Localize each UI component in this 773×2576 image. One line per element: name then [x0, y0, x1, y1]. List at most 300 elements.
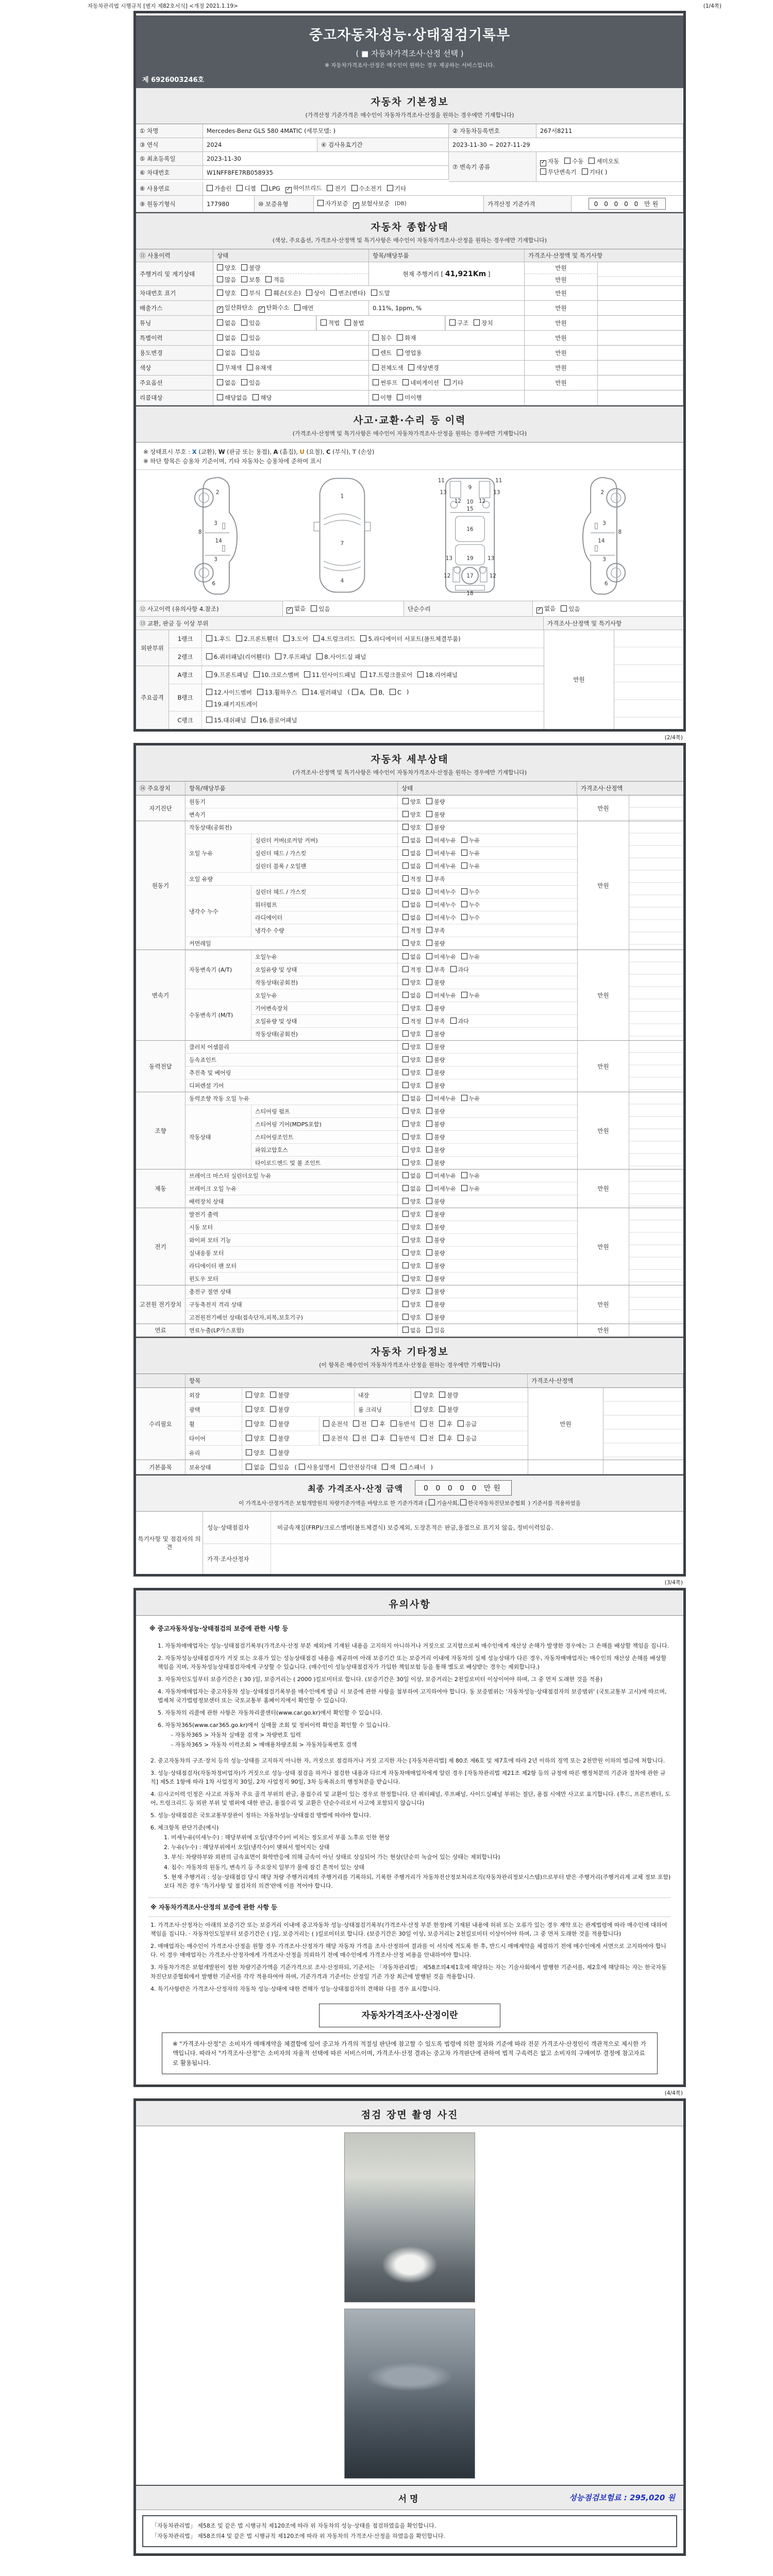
unchecked-checkbox-icon[interactable] — [353, 1420, 359, 1427]
checkbox-option[interactable] — [450, 965, 469, 974]
checkbox-option[interactable] — [540, 168, 577, 176]
checkbox-option[interactable] — [402, 1184, 421, 1193]
checkbox-option[interactable] — [321, 319, 340, 327]
unchecked-checkbox-icon[interactable] — [351, 185, 358, 191]
unchecked-checkbox-icon[interactable] — [402, 1146, 409, 1153]
unchecked-checkbox-icon[interactable] — [241, 319, 247, 326]
checkbox-option[interactable] — [426, 953, 456, 961]
checkbox-option[interactable] — [426, 1030, 445, 1038]
checkbox-option[interactable] — [303, 689, 343, 696]
unchecked-checkbox-icon[interactable] — [402, 850, 409, 856]
checked-checkbox-icon[interactable]: ✓ — [537, 606, 542, 613]
unchecked-checkbox-icon[interactable] — [261, 185, 267, 191]
checkbox-option[interactable] — [449, 319, 468, 327]
unchecked-checkbox-icon[interactable] — [461, 888, 467, 894]
unchecked-checkbox-icon[interactable] — [426, 1108, 432, 1114]
checkbox-option[interactable] — [265, 289, 300, 297]
unchecked-checkbox-icon[interactable] — [402, 1095, 409, 1101]
checkbox-option[interactable] — [217, 276, 236, 284]
unchecked-checkbox-icon[interactable] — [426, 992, 432, 998]
checkbox-option[interactable] — [421, 1420, 434, 1428]
checkbox-option[interactable] — [458, 1420, 477, 1428]
unchecked-checkbox-icon[interactable] — [217, 349, 223, 355]
unchecked-checkbox-icon[interactable] — [439, 1435, 445, 1441]
unchecked-checkbox-icon[interactable] — [321, 319, 327, 326]
unchecked-checkbox-icon[interactable] — [217, 276, 223, 282]
checkbox-option[interactable] — [408, 364, 439, 372]
unchecked-checkbox-icon[interactable] — [391, 1435, 397, 1441]
checkbox-option[interactable] — [429, 1500, 459, 1506]
checkbox-option[interactable] — [270, 1405, 289, 1414]
checkbox-option[interactable] — [461, 849, 480, 857]
unchecked-checkbox-icon[interactable] — [402, 1082, 409, 1088]
unchecked-checkbox-icon[interactable] — [458, 1435, 464, 1441]
checkbox-option[interactable] — [421, 1434, 434, 1443]
checkbox-option[interactable] — [426, 1133, 445, 1141]
unchecked-checkbox-icon[interactable] — [449, 319, 456, 326]
checkbox-option[interactable] — [217, 303, 254, 313]
unchecked-checkbox-icon[interactable] — [217, 264, 223, 270]
unchecked-checkbox-icon[interactable] — [246, 1406, 252, 1412]
checkbox-option[interactable] — [426, 862, 456, 870]
checkbox-option[interactable] — [426, 1017, 445, 1025]
checkbox-option[interactable] — [426, 1069, 445, 1077]
checkbox-option[interactable] — [461, 888, 480, 896]
unchecked-checkbox-icon[interactable] — [206, 671, 212, 677]
unchecked-checkbox-icon[interactable] — [372, 1420, 378, 1427]
unchecked-checkbox-icon[interactable] — [426, 1262, 432, 1268]
checkbox-option[interactable] — [402, 1223, 421, 1231]
unchecked-checkbox-icon[interactable] — [402, 1211, 409, 1217]
unchecked-checkbox-icon[interactable] — [217, 319, 223, 326]
checkbox-option[interactable] — [247, 364, 272, 372]
checkbox-option[interactable] — [402, 1197, 421, 1206]
unchecked-checkbox-icon[interactable] — [461, 914, 467, 920]
unchecked-checkbox-icon[interactable] — [352, 689, 358, 695]
unchecked-checkbox-icon[interactable] — [426, 979, 432, 985]
unchecked-checkbox-icon[interactable] — [360, 635, 366, 641]
unchecked-checkbox-icon[interactable] — [265, 290, 272, 296]
unchecked-checkbox-icon[interactable] — [217, 290, 223, 296]
checkbox-option[interactable] — [426, 1081, 445, 1090]
unchecked-checkbox-icon[interactable] — [426, 1159, 432, 1165]
unchecked-checkbox-icon[interactable] — [402, 1159, 409, 1165]
unchecked-checkbox-icon[interactable] — [402, 888, 409, 894]
checkbox-option[interactable] — [402, 1017, 421, 1025]
checkbox-option[interactable] — [246, 1405, 265, 1414]
unchecked-checkbox-icon[interactable] — [253, 394, 259, 400]
unchecked-checkbox-icon[interactable] — [323, 1420, 329, 1427]
unchecked-checkbox-icon[interactable] — [439, 1420, 445, 1427]
unchecked-checkbox-icon[interactable] — [317, 200, 324, 206]
checkbox-option[interactable] — [371, 689, 384, 696]
unchecked-checkbox-icon[interactable] — [270, 1406, 276, 1412]
checkbox-option[interactable] — [311, 605, 330, 613]
checkbox-option[interactable] — [426, 810, 445, 819]
checkbox-option[interactable] — [402, 1069, 421, 1077]
unchecked-checkbox-icon[interactable] — [426, 850, 432, 856]
unchecked-checkbox-icon[interactable] — [387, 185, 393, 191]
checkbox-option[interactable] — [402, 1326, 421, 1334]
unchecked-checkbox-icon[interactable] — [217, 394, 223, 400]
unchecked-checkbox-icon[interactable] — [402, 992, 409, 998]
unchecked-checkbox-icon[interactable] — [391, 1420, 397, 1427]
unchecked-checkbox-icon[interactable] — [402, 811, 409, 817]
unchecked-checkbox-icon[interactable] — [402, 1236, 409, 1243]
checkbox-option[interactable] — [373, 364, 403, 372]
unchecked-checkbox-icon[interactable] — [415, 1406, 421, 1412]
unchecked-checkbox-icon[interactable] — [426, 1005, 432, 1011]
unchecked-checkbox-icon[interactable] — [426, 1327, 432, 1333]
checkbox-option[interactable] — [589, 158, 619, 165]
checkbox-option[interactable] — [246, 1391, 265, 1399]
unchecked-checkbox-icon[interactable] — [207, 185, 213, 191]
checkbox-option[interactable] — [402, 836, 421, 844]
unchecked-checkbox-icon[interactable] — [371, 290, 377, 296]
unchecked-checkbox-icon[interactable] — [306, 290, 312, 296]
checkbox-option[interactable] — [415, 1391, 434, 1399]
checkbox-option[interactable] — [426, 1236, 445, 1244]
unchecked-checkbox-icon[interactable] — [402, 1262, 409, 1268]
unchecked-checkbox-icon[interactable] — [426, 1018, 432, 1024]
checkbox-option[interactable] — [317, 200, 348, 207]
checkbox-option[interactable] — [439, 1434, 452, 1443]
checkbox-option[interactable] — [461, 836, 480, 844]
unchecked-checkbox-icon[interactable] — [237, 185, 243, 191]
unchecked-checkbox-icon[interactable] — [426, 1095, 432, 1101]
unchecked-checkbox-icon[interactable] — [206, 701, 212, 707]
checkbox-option[interactable] — [391, 1420, 415, 1428]
unchecked-checkbox-icon[interactable] — [426, 875, 432, 882]
checkbox-option[interactable] — [564, 158, 583, 165]
unchecked-checkbox-icon[interactable] — [461, 901, 467, 907]
unchecked-checkbox-icon[interactable] — [426, 1301, 432, 1307]
unchecked-checkbox-icon[interactable] — [294, 304, 300, 311]
checkbox-option[interactable] — [372, 1420, 385, 1428]
checkbox-option[interactable] — [402, 953, 421, 961]
checkbox-option[interactable] — [402, 1004, 421, 1012]
checkbox-option[interactable] — [402, 901, 421, 909]
unchecked-checkbox-icon[interactable] — [246, 1449, 252, 1455]
unchecked-checkbox-icon[interactable] — [283, 635, 290, 641]
unchecked-checkbox-icon[interactable] — [426, 1172, 432, 1178]
unchecked-checkbox-icon[interactable] — [458, 1420, 464, 1427]
unchecked-checkbox-icon[interactable] — [217, 379, 223, 385]
checkbox-option[interactable] — [217, 334, 236, 342]
unchecked-checkbox-icon[interactable] — [246, 1420, 252, 1427]
unchecked-checkbox-icon[interactable] — [270, 1420, 276, 1427]
checkbox-option[interactable] — [426, 913, 456, 922]
unchecked-checkbox-icon[interactable] — [353, 1435, 359, 1441]
checkbox-option[interactable] — [402, 379, 439, 387]
checkbox-option[interactable] — [540, 158, 559, 165]
checkbox-option[interactable] — [426, 978, 445, 987]
unchecked-checkbox-icon[interactable] — [254, 671, 260, 677]
unchecked-checkbox-icon[interactable] — [426, 1082, 432, 1088]
checkbox-option[interactable] — [426, 1159, 445, 1167]
unchecked-checkbox-icon[interactable] — [426, 1146, 432, 1153]
unchecked-checkbox-icon[interactable] — [461, 1172, 467, 1178]
unchecked-checkbox-icon[interactable] — [340, 1464, 346, 1470]
checkbox-option[interactable] — [246, 1434, 265, 1443]
unchecked-checkbox-icon[interactable] — [330, 290, 337, 296]
unchecked-checkbox-icon[interactable] — [246, 1464, 252, 1470]
checkbox-option[interactable] — [299, 1464, 335, 1471]
unchecked-checkbox-icon[interactable] — [426, 888, 432, 894]
checkbox-option[interactable] — [402, 1313, 421, 1321]
checkbox-option[interactable] — [287, 604, 306, 614]
checkbox-option[interactable] — [402, 1043, 421, 1051]
checkbox-option[interactable] — [460, 1500, 526, 1506]
checkbox-option[interactable] — [426, 1043, 445, 1051]
unchecked-checkbox-icon[interactable] — [206, 689, 212, 695]
unchecked-checkbox-icon[interactable] — [373, 334, 379, 341]
checkbox-option[interactable] — [371, 289, 390, 297]
checkbox-option[interactable] — [402, 1056, 421, 1064]
unchecked-checkbox-icon[interactable] — [461, 850, 467, 856]
checkbox-option[interactable] — [402, 810, 421, 819]
checkbox-option[interactable] — [402, 798, 421, 806]
checkbox-option[interactable] — [402, 1107, 421, 1115]
checkbox-option[interactable] — [426, 1184, 456, 1193]
checkbox-option[interactable] — [402, 965, 421, 974]
checkbox-option[interactable] — [444, 379, 463, 387]
checkbox-option[interactable] — [461, 991, 480, 999]
checkbox-option[interactable] — [387, 184, 406, 193]
checkbox-option[interactable] — [206, 689, 252, 696]
checkbox-option[interactable] — [402, 1287, 421, 1296]
unchecked-checkbox-icon[interactable] — [402, 901, 409, 907]
checkbox-option[interactable] — [270, 1434, 289, 1443]
unchecked-checkbox-icon[interactable] — [421, 1420, 427, 1427]
unchecked-checkbox-icon[interactable] — [402, 875, 409, 882]
checkbox-option[interactable] — [206, 716, 246, 724]
checkbox-option[interactable] — [254, 671, 299, 679]
checkbox-option[interactable] — [426, 888, 456, 896]
unchecked-checkbox-icon[interactable] — [247, 364, 253, 370]
unchecked-checkbox-icon[interactable] — [402, 1005, 409, 1011]
checkbox-option[interactable] — [461, 862, 480, 870]
unchecked-checkbox-icon[interactable] — [402, 914, 409, 920]
checked-checkbox-icon[interactable]: ✓ — [259, 306, 264, 312]
checkbox-option[interactable] — [217, 264, 236, 272]
unchecked-checkbox-icon[interactable] — [439, 1406, 445, 1412]
checkbox-option[interactable] — [461, 1094, 480, 1103]
unchecked-checkbox-icon[interactable] — [402, 940, 409, 946]
checkbox-option[interactable] — [270, 1420, 289, 1428]
unchecked-checkbox-icon[interactable] — [426, 811, 432, 817]
checkbox-option[interactable] — [402, 926, 421, 935]
checkbox-option[interactable] — [373, 334, 392, 342]
checkbox-option[interactable] — [253, 394, 272, 402]
unchecked-checkbox-icon[interactable] — [373, 394, 379, 400]
checkbox-option[interactable] — [345, 319, 364, 327]
unchecked-checkbox-icon[interactable] — [426, 824, 432, 830]
checkbox-option[interactable] — [259, 303, 289, 313]
unchecked-checkbox-icon[interactable] — [461, 953, 467, 959]
checkbox-option[interactable] — [426, 1107, 445, 1115]
unchecked-checkbox-icon[interactable] — [270, 1392, 276, 1398]
checkbox-option[interactable] — [323, 1434, 348, 1443]
checkbox-option[interactable] — [402, 1210, 421, 1218]
unchecked-checkbox-icon[interactable] — [402, 953, 409, 959]
checkbox-option[interactable] — [426, 1197, 445, 1206]
checkbox-option[interactable] — [426, 1120, 445, 1128]
checkbox-option[interactable] — [257, 689, 297, 696]
unchecked-checkbox-icon[interactable] — [251, 717, 258, 723]
checkbox-option[interactable] — [402, 913, 421, 922]
checkbox-option[interactable] — [373, 394, 392, 402]
unchecked-checkbox-icon[interactable] — [402, 1172, 409, 1178]
checkbox-option[interactable] — [402, 939, 421, 947]
checkbox-option[interactable] — [352, 689, 366, 696]
unchecked-checkbox-icon[interactable] — [270, 1449, 276, 1455]
checkbox-option[interactable] — [397, 349, 422, 357]
unchecked-checkbox-icon[interactable] — [206, 635, 212, 641]
unchecked-checkbox-icon[interactable] — [461, 1185, 467, 1191]
checkbox-option[interactable] — [217, 364, 242, 372]
unchecked-checkbox-icon[interactable] — [426, 1043, 432, 1049]
checkbox-option[interactable] — [426, 939, 445, 947]
unchecked-checkbox-icon[interactable] — [303, 689, 309, 695]
unchecked-checkbox-icon[interactable] — [402, 1069, 409, 1075]
checkbox-option[interactable] — [426, 1313, 445, 1321]
checkbox-option[interactable] — [353, 1420, 366, 1428]
checkbox-option[interactable] — [474, 319, 493, 327]
checkbox-option[interactable] — [261, 185, 280, 192]
unchecked-checkbox-icon[interactable] — [402, 979, 409, 985]
unchecked-checkbox-icon[interactable] — [415, 1392, 421, 1398]
unchecked-checkbox-icon[interactable] — [402, 862, 409, 869]
checkbox-option[interactable] — [246, 1464, 265, 1471]
unchecked-checkbox-icon[interactable] — [345, 319, 351, 326]
unchecked-checkbox-icon[interactable] — [426, 1236, 432, 1243]
checkbox-option[interactable] — [402, 1300, 421, 1309]
unchecked-checkbox-icon[interactable] — [265, 276, 272, 282]
unchecked-checkbox-icon[interactable] — [402, 1327, 409, 1333]
checkbox-option[interactable] — [426, 965, 445, 974]
unchecked-checkbox-icon[interactable] — [421, 1435, 427, 1441]
unchecked-checkbox-icon[interactable] — [426, 862, 432, 869]
checkbox-option[interactable] — [402, 978, 421, 987]
checkbox-option[interactable] — [217, 394, 247, 402]
unchecked-checkbox-icon[interactable] — [461, 1095, 467, 1101]
unchecked-checkbox-icon[interactable] — [397, 349, 403, 355]
checkbox-option[interactable] — [251, 716, 297, 724]
checkbox-option[interactable] — [353, 1434, 366, 1443]
unchecked-checkbox-icon[interactable] — [426, 1198, 432, 1204]
unchecked-checkbox-icon[interactable] — [426, 1224, 432, 1230]
checkbox-option[interactable] — [415, 1405, 434, 1414]
checkbox-option[interactable] — [206, 635, 231, 643]
unchecked-checkbox-icon[interactable] — [582, 168, 588, 175]
checkbox-option[interactable] — [400, 1464, 425, 1471]
checkbox-option[interactable] — [402, 1275, 421, 1283]
unchecked-checkbox-icon[interactable] — [439, 1392, 445, 1398]
unchecked-checkbox-icon[interactable] — [241, 379, 247, 385]
unchecked-checkbox-icon[interactable] — [426, 1275, 432, 1281]
checkbox-option[interactable] — [402, 862, 421, 870]
checkbox-option[interactable] — [217, 349, 236, 357]
unchecked-checkbox-icon[interactable] — [426, 1121, 432, 1127]
checkbox-option[interactable] — [426, 1056, 445, 1064]
checkbox-option[interactable] — [313, 635, 356, 643]
checkbox-option[interactable] — [241, 349, 260, 357]
checkbox-option[interactable] — [241, 379, 260, 387]
checkbox-option[interactable] — [304, 671, 356, 679]
unchecked-checkbox-icon[interactable] — [402, 927, 409, 933]
unchecked-checkbox-icon[interactable] — [361, 671, 367, 677]
unchecked-checkbox-icon[interactable] — [400, 1464, 407, 1470]
checkbox-option[interactable] — [439, 1405, 458, 1414]
unchecked-checkbox-icon[interactable] — [426, 953, 432, 959]
unchecked-checkbox-icon[interactable] — [217, 334, 223, 341]
unchecked-checkbox-icon[interactable] — [304, 671, 310, 677]
checkbox-option[interactable] — [402, 1094, 421, 1103]
checkbox-option[interactable] — [270, 1391, 289, 1399]
checkbox-option[interactable] — [382, 1464, 395, 1471]
checkbox-option[interactable] — [426, 849, 456, 857]
unchecked-checkbox-icon[interactable] — [402, 1121, 409, 1127]
checkbox-option[interactable] — [402, 1159, 421, 1167]
unchecked-checkbox-icon[interactable] — [426, 966, 432, 972]
unchecked-checkbox-icon[interactable] — [402, 1275, 409, 1281]
checkbox-option[interactable] — [461, 953, 480, 961]
checkbox-option[interactable] — [306, 289, 325, 297]
checkbox-option[interactable] — [361, 671, 412, 679]
checkbox-option[interactable] — [417, 671, 458, 679]
checkbox-option[interactable] — [461, 913, 480, 922]
checkbox-option[interactable] — [360, 635, 460, 643]
checked-checkbox-icon[interactable]: ✓ — [287, 606, 292, 613]
checkbox-option[interactable] — [316, 653, 366, 661]
checkbox-option[interactable] — [237, 184, 256, 193]
unchecked-checkbox-icon[interactable] — [426, 1030, 432, 1037]
checkbox-option[interactable] — [390, 689, 401, 696]
unchecked-checkbox-icon[interactable] — [408, 364, 414, 370]
checked-checkbox-icon[interactable]: ✓ — [541, 160, 546, 165]
checkbox-option[interactable] — [246, 1420, 265, 1428]
unchecked-checkbox-icon[interactable] — [241, 264, 247, 270]
unchecked-checkbox-icon[interactable] — [402, 1043, 409, 1049]
checkbox-option[interactable] — [397, 334, 416, 342]
checkbox-option[interactable] — [458, 1434, 477, 1443]
unchecked-checkbox-icon[interactable] — [206, 653, 212, 659]
unchecked-checkbox-icon[interactable] — [397, 394, 403, 400]
checkbox-option[interactable] — [402, 1081, 421, 1090]
unchecked-checkbox-icon[interactable] — [402, 1185, 409, 1191]
checkbox-option[interactable] — [426, 1249, 445, 1257]
checkbox-option[interactable] — [426, 823, 445, 832]
unchecked-checkbox-icon[interactable] — [257, 689, 263, 695]
unchecked-checkbox-icon[interactable] — [402, 1198, 409, 1204]
checkbox-option[interactable] — [402, 991, 421, 999]
checkbox-option[interactable] — [241, 319, 260, 327]
checkbox-option[interactable] — [351, 184, 382, 193]
unchecked-checkbox-icon[interactable] — [373, 349, 379, 355]
checkbox-option[interactable] — [461, 1172, 480, 1180]
checkbox-option[interactable] — [207, 184, 231, 193]
unchecked-checkbox-icon[interactable] — [402, 1030, 409, 1037]
checkbox-option[interactable] — [391, 1434, 415, 1443]
checkbox-option[interactable] — [450, 1017, 469, 1025]
unchecked-checkbox-icon[interactable] — [382, 1464, 388, 1470]
checkbox-option[interactable] — [241, 334, 260, 342]
checkbox-option[interactable] — [402, 875, 421, 883]
unchecked-checkbox-icon[interactable] — [444, 379, 450, 385]
checkbox-option[interactable] — [323, 1420, 348, 1428]
checkbox-option[interactable] — [283, 635, 308, 643]
